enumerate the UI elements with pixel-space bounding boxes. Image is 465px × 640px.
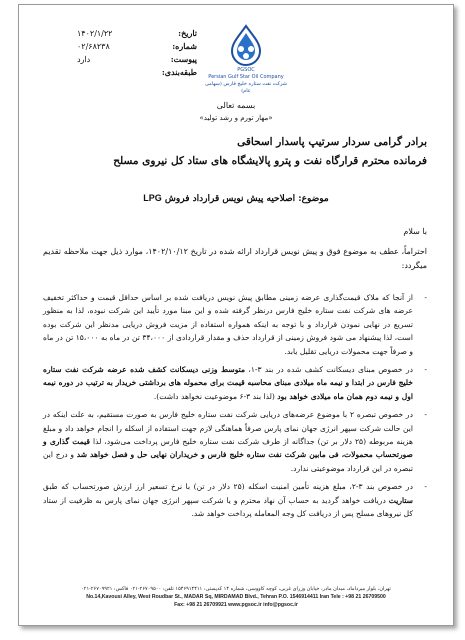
subject-lpg: LPG bbox=[143, 193, 162, 203]
date-row bbox=[77, 27, 197, 40]
flame-drop-icon bbox=[224, 23, 268, 67]
recipient-line-1: برادر گرامی سردار سرتیپ پاسدار اسحاقی bbox=[237, 136, 427, 148]
attachment-label: پیوست: bbox=[170, 54, 197, 64]
letter-header-fields bbox=[77, 27, 197, 79]
list-item bbox=[43, 291, 427, 358]
list-item bbox=[43, 408, 427, 475]
attachment-value: دارد bbox=[77, 55, 91, 64]
company-logo bbox=[205, 23, 287, 103]
logo-name-fa: شرکت نفت ستاره خلیج فارس (سهامی عام) bbox=[205, 81, 287, 94]
item-bold-text: متوسط وزنی دیسکانت کشف شده عرضه شرکت نفت ستاره خلیج فارس در ابتدا و نیمه ماه میلادی مبنای محاسبه قیمت برای محموله های برداشتی خریدار به ترتیب در دوره نیمه اول و نیمه دوم همان ماه میلادی خواهد بود bbox=[43, 365, 413, 401]
classification-row bbox=[77, 66, 197, 79]
date-value: ۱۴۰۲/۱/۲۲ bbox=[77, 29, 113, 38]
bullet-dash: - bbox=[424, 410, 427, 420]
intro-paragraph: احتراماً، عطف به موضوع فوق و پیش نویس قرارداد ارائه شده در تاریخ ۱۴۰۲/۱۰/۱۲، موارد ذیل جهت ملاحظه تقدیم میگردد: bbox=[43, 247, 428, 270]
attachment-row bbox=[77, 53, 197, 66]
item-text: در خصوص تبصره ۲ با موضوع عرضه‌های دریایی شرکت نفت ستاره خلیج فارس به صورت مستقیم، به علت اینکه در این حالت شرکت سپهر انرژی جهان نمای پارس صرفاً هماهنگی لازم جهت استفاده از اسکله را انجام خواهد داد و مبلغ هزینه مربوطه (۲۵ دلار بر تن) جداگانه از طرف شرکت نفت ستاره خلیج فارس پرداخت می‌شود، لذا bbox=[43, 410, 414, 447]
recipient-line-2: فرمانده محترم قرارگاه نفت و پترو پالایشگاه های ستاد کل نیروی مسلح bbox=[113, 155, 427, 167]
item-bold-text: قیمت گذاری و صورتحساب محمولات، فی مابین شرکت نفت ستاره خلیج فارس و خریداران نهایی حل و فصل خواهد شد bbox=[43, 437, 413, 460]
classification-label: طبقه‌بندی: bbox=[161, 67, 197, 77]
items-list bbox=[43, 291, 427, 526]
item-text: (لذا بند ۳-۶ موضوعیت نخواهد داشت). bbox=[153, 391, 278, 401]
bullet-dash: - bbox=[424, 482, 427, 492]
item-bold-text: ستاریت bbox=[388, 495, 413, 505]
item-text: در خصوص بند ۳-۲، مبلغ هزینه تأمین امنیت اسکله (۲۵ دلار در تن) با نرخ تسعیر ارز ارزش صورتحساب که طبق bbox=[43, 482, 413, 492]
item-text: از آنجا که ملاک قیمت‌گذاری عرضه زمینی مطابق پیش نویس دریافت شده بر اساس حداقل قیمت و حداکثر تخفیف عرضه های شرکت نفت ستاره خلیج فارس درنظر گرفته شده و این مبنا مورد تأیید این شرکت نبوده، لذا به منظور تسریع در نهایی نمودن قرارداد و با توجه به اینکه همواره استفاده از مزیت فروش دریایی مدنظر این شرکت بوده است، لذا پیشنهاد می شود فروش زمینی از قرارداد حذف و مقدار قراردادی از ۳۴،۰۰۰ تن در ماه به ۱۵،۰۰۰ تن در ماه و صرفاً جهت محمولات دریایی تقلیل یابد. bbox=[43, 293, 413, 356]
subject-text: موضوع: اصلاحیه پیش نویس قرارداد فروش bbox=[164, 194, 329, 204]
number-label: شماره: bbox=[172, 41, 197, 51]
basmala: بسمه تعالی bbox=[216, 101, 256, 110]
item-text: در خصوص مبنای دیسکانت کشف شده در بند ۳-۱، bbox=[245, 365, 414, 375]
logo-abbr: PGSOC bbox=[237, 67, 255, 73]
list-item bbox=[43, 480, 427, 520]
bullet-dash: - bbox=[424, 293, 427, 302]
number-value: ۰۲/۶۸۲۳۸ bbox=[77, 42, 110, 51]
footer-address-fa: تهران، بلوار میرداماد، میدان مادر، خیابان وزرای غربی، کوچه کاووسی، شماره ۱۴ کدپستی: ۱۵۴۶۹۱۴۴۱۱ تلفن: ۲۶۷۰۹۵۰۰-۰۲۱ فاکس: ۲۶۷۰۹۹۲۱-۰۲۱ bbox=[81, 586, 391, 592]
subject-line bbox=[19, 193, 453, 204]
year-motto: «مهار تورم و رشد تولید» bbox=[199, 114, 273, 122]
letter-page bbox=[18, 4, 454, 626]
item-text: و درج این تبصره در این قرارداد موضوعیتی ندارد. bbox=[43, 450, 413, 473]
footer-address-en: No.14,Kavousi Alley, West Roudbar St., MADAR Sq, MIRDAMAD Blvd., Tehran P.O. 1546914411 Iran Tele : +98 21 26709500 bbox=[86, 594, 386, 600]
list-item bbox=[43, 363, 427, 403]
number-row bbox=[77, 40, 197, 53]
footer-contact-en: Fax: +98 21 26709921 www.pgsoc.ir info@pgsoc.ir bbox=[174, 602, 298, 608]
greeting: با سلام bbox=[403, 227, 427, 236]
letter-footer bbox=[19, 585, 453, 609]
logo-name-en: Persian Gulf Star Oil Company bbox=[208, 74, 284, 80]
bullet-dash: - bbox=[424, 365, 427, 375]
item-text: دریافت خواهد گردید به حساب آن نهاد محترم و یا شرکت سپهر انرژی جهان نمای پارس به ظرفیت از ستاد کل نیروهای مسلح پس از دریافت کل وجه المعامله پرداخت خواهد شد. bbox=[43, 495, 413, 519]
date-label: تاریخ: bbox=[178, 28, 197, 38]
